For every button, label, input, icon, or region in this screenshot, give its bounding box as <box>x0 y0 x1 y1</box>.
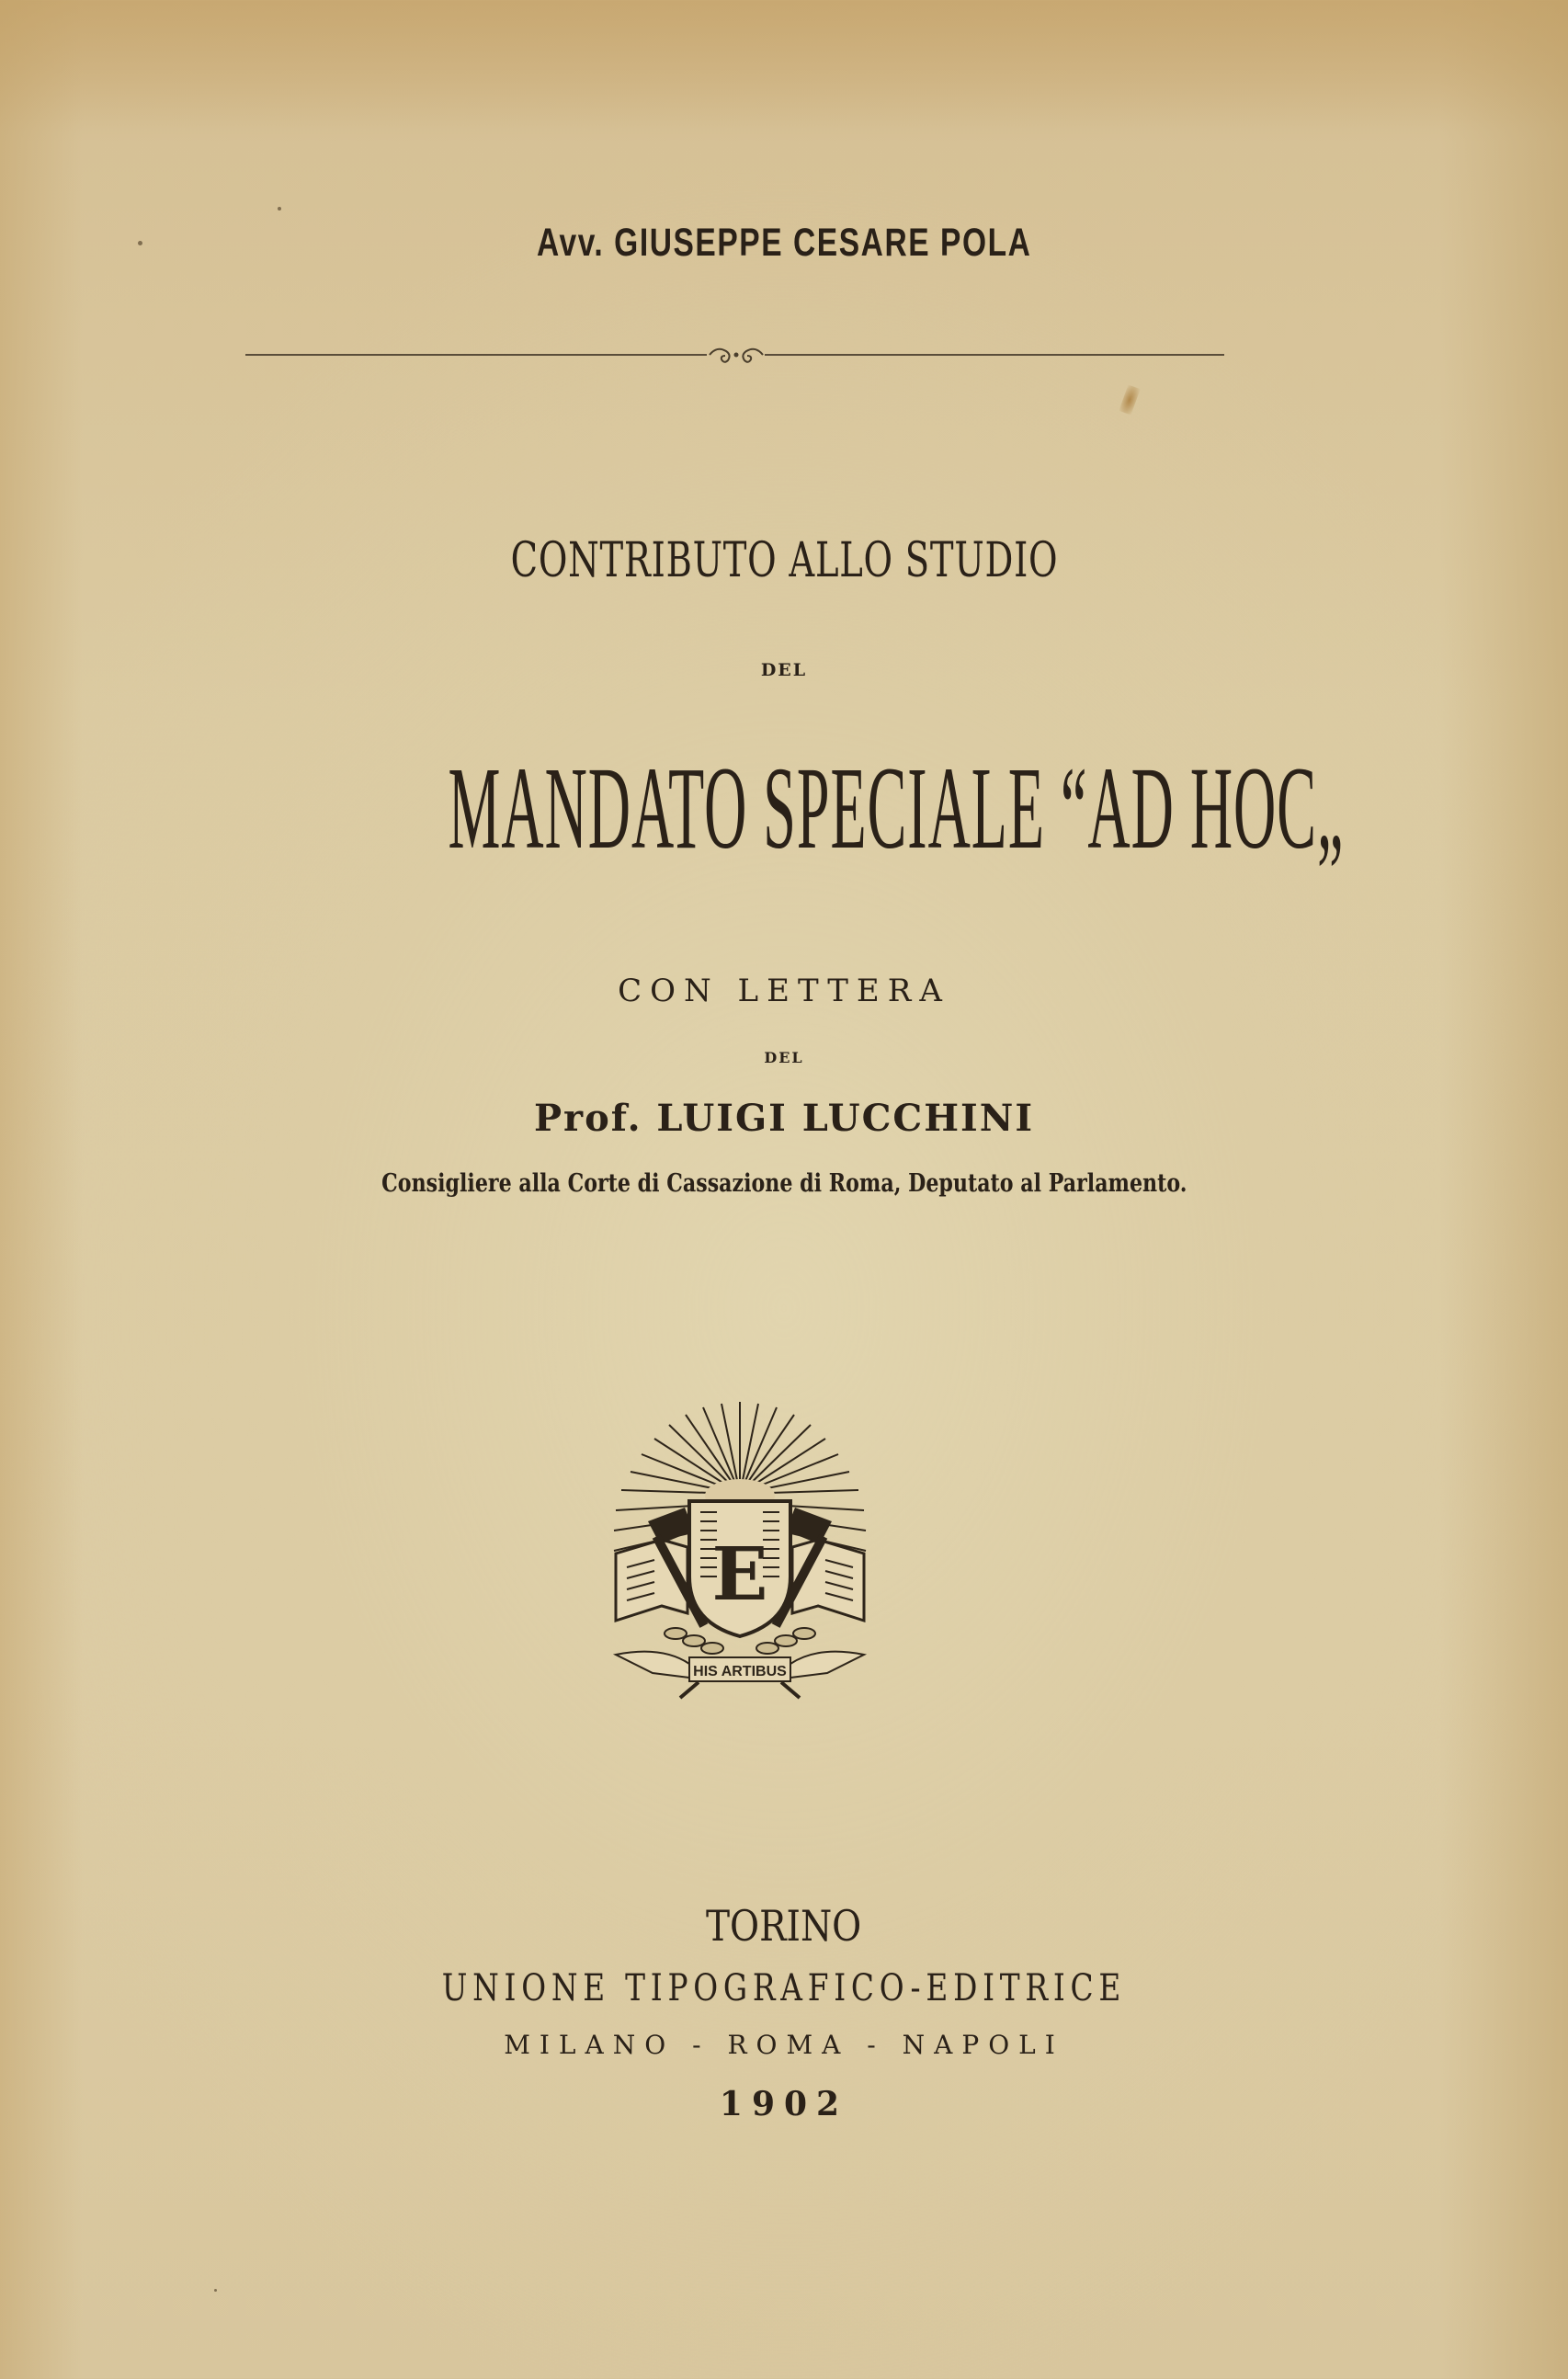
imprint-city-line <box>0 1901 1568 1951</box>
publisher-emblem-icon <box>588 1393 892 1701</box>
paper-speck <box>278 207 281 211</box>
fleuron-ornament-icon <box>708 342 765 368</box>
title-pre: CONTRIBUTO ALLO STUDIO <box>510 533 1058 588</box>
divider-rule-right <box>765 354 1224 356</box>
motto-ribbon <box>616 1652 864 1698</box>
letter-connector-line <box>0 1049 1568 1066</box>
imprint-publisher-line <box>0 1967 1568 2009</box>
letter-author-line <box>0 1097 1568 1140</box>
letter-author-name: Prof. LUIGI LUCCHINI <box>533 1097 1035 1140</box>
letter-author-credentials: Consigliere alla Corte di Cassazione di Roma, Deputato al Parlamento. <box>381 1169 1187 1198</box>
credentials-line <box>0 1169 1568 1198</box>
imprint-publisher: UNIONE TIPOGRAFICO-EDITRICE <box>441 1967 1127 2009</box>
letter-intro-line <box>0 973 1568 1009</box>
title-connector: DEL <box>760 660 808 680</box>
paper-speck <box>214 2289 217 2292</box>
imprint-branches-line <box>0 2030 1568 2060</box>
imprint-city: TORINO <box>706 1901 862 1951</box>
divider-rule-left <box>245 354 707 356</box>
letter-connector: DEL <box>764 1049 804 1066</box>
main-title-line <box>0 743 1568 873</box>
author-name: Avv. GIUSEPPE CESARE POLA <box>536 221 1032 265</box>
svg-text:E: E <box>711 1531 768 1617</box>
page-edge-shading-top <box>0 0 1568 129</box>
imprint-year-line <box>0 2085 1568 2123</box>
paper-speck <box>138 241 142 245</box>
main-title: MANDATO SPECIALE “AD HOC„ <box>448 743 1345 873</box>
letter-intro: CON LETTERA <box>618 973 950 1009</box>
author-line <box>0 221 1568 266</box>
imprint-branches: MILANO - ROMA - NAPOLI <box>504 2030 1064 2060</box>
ue-monogram-shield <box>689 1501 790 1636</box>
svg-text:HIS ARTIBUS: HIS ARTIBUS <box>693 1664 787 1679</box>
foxing-stain <box>1119 385 1140 415</box>
imprint-year: 1902 <box>719 2085 849 2123</box>
title-connector-line <box>0 660 1568 680</box>
title-pre-line <box>0 533 1568 588</box>
